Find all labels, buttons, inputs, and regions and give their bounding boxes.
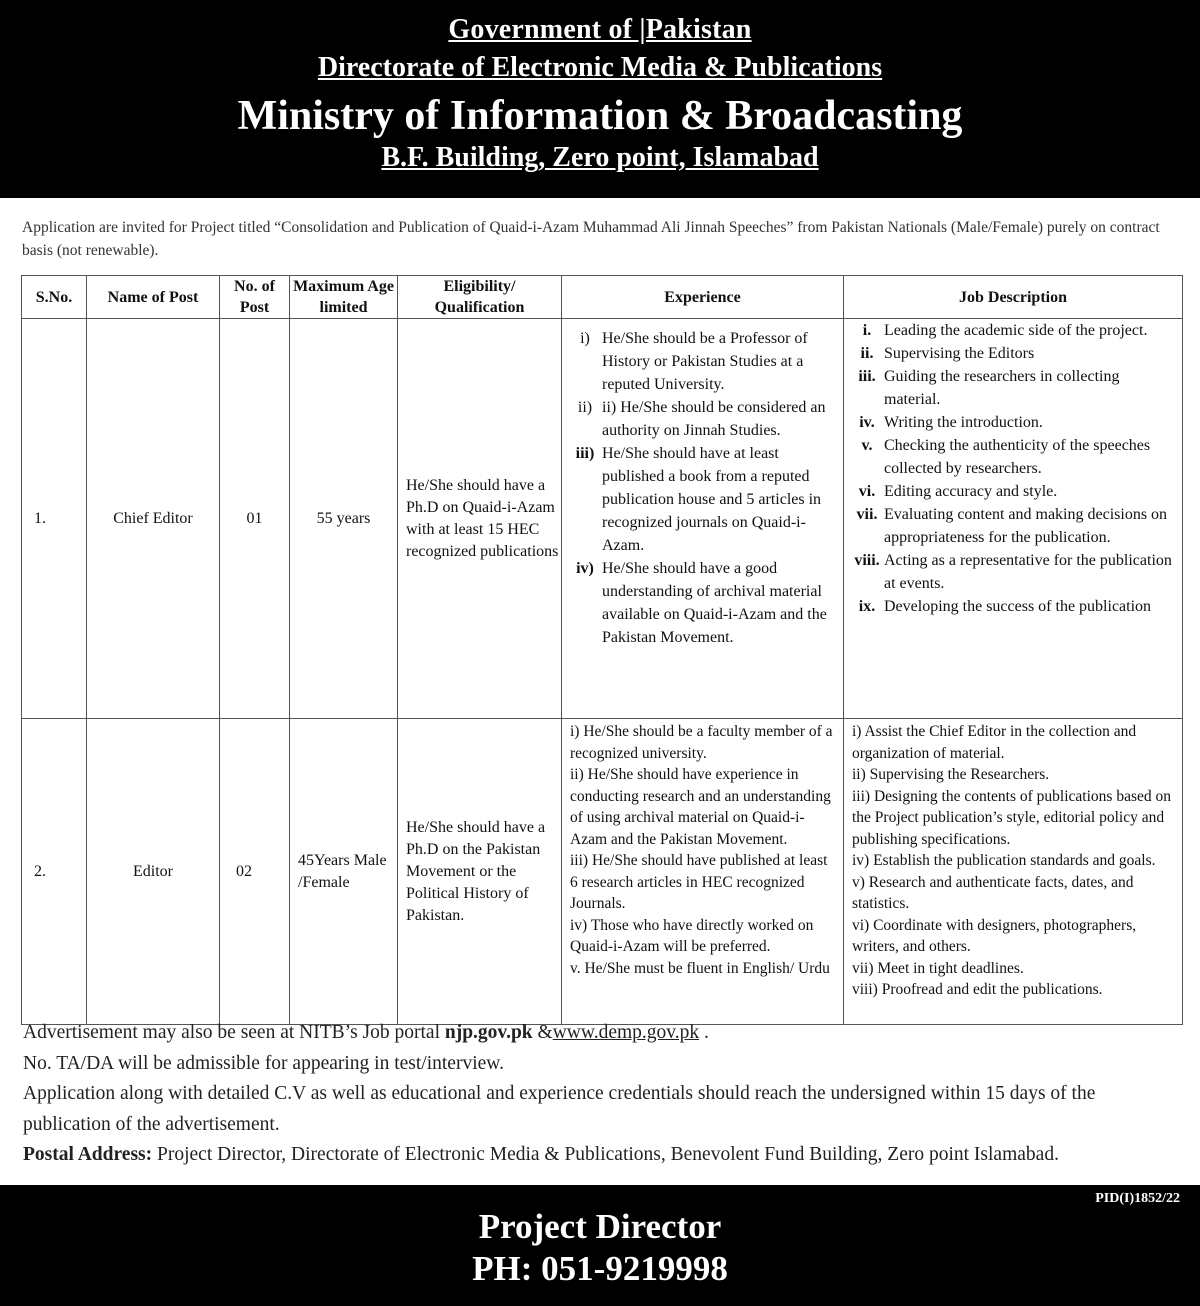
cell-eligibility: He/She should have a Ph.D on Quaid-i-Azam with at least 15 HEC recognized publications xyxy=(398,319,562,719)
advertisement-body xyxy=(0,198,1200,1185)
cell-sno: 1. xyxy=(22,319,87,719)
list-item: ii) ii) He/She should be considered an authority on Jinnah Studies. xyxy=(577,399,826,439)
list-item: viii. Acting as a representative for the publication at events. xyxy=(854,552,1172,592)
header-max-age: Maximum Age limited xyxy=(290,276,398,319)
postal-label: Postal Address: xyxy=(23,1144,153,1165)
footer-phone: PH: 051-9219998 xyxy=(472,1249,728,1288)
list-item: vi) Coordinate with designers, photographers, writers, and others. xyxy=(852,916,1137,955)
list-item: iv) Those who have directly worked on Quaid-i-Azam will be preferred. xyxy=(570,916,814,955)
cell-experience xyxy=(562,319,844,719)
cell-experience xyxy=(562,719,844,1025)
list-item: i. Leading the academic side of the project. xyxy=(862,322,1148,339)
cell-eligibility: He/She should have a Ph.D on the Pakistan Movement or the Political History of Pakistan. xyxy=(398,719,562,1025)
header-job-description: Job Description xyxy=(844,276,1183,319)
footer-banner xyxy=(0,1185,1200,1306)
list-item: iv. Writing the introduction. xyxy=(859,414,1043,431)
tada-note: No. TA/DA will be admissible for appearing in test/interview. xyxy=(23,1052,504,1074)
header-post-name: Name of Post xyxy=(87,276,220,319)
cell-post-name: Editor xyxy=(87,719,220,1025)
list-item: i) He/She should be a Professor of History or Pakistan Studies at a reputed University. xyxy=(580,330,808,393)
list-item: iii) He/She should have at least published a book from a reputed publication house and 5 articles in recognized journals on Quaid-i-Azam. xyxy=(575,445,822,554)
ministry-title: Ministry of Information & Broadcasting xyxy=(237,93,963,139)
pid-code: PID(I)1852/22 xyxy=(1095,1191,1180,1206)
jobs-table xyxy=(21,275,1183,1025)
list-item: v. He/She must be fluent in English/ Urdu xyxy=(570,959,830,977)
list-item: i) Assist the Chief Editor in the collection and organization of material. xyxy=(852,723,1137,762)
postal-address: Postal Address: Project Director, Directorate of Electronic Media & Publications, Benevolent Fund Building, Zero point Islamabad. xyxy=(23,1144,1059,1165)
address-title: B.F. Building, Zero point, Islamabad xyxy=(381,142,819,173)
list-item: iii. Guiding the researchers in collecting material. xyxy=(858,368,1120,408)
list-item: vii. Evaluating content and making decisions on appropriateness for the publication. xyxy=(856,506,1168,546)
table-header-row xyxy=(22,276,1183,319)
website-link[interactable]: www.demp.gov.pk xyxy=(552,1022,700,1043)
list-item: iv) He/She should have a good understanding of archival material available on Quaid-i-Azam and the Pakistan Movement. xyxy=(576,560,827,646)
cell-max-age: 55 years xyxy=(290,319,398,719)
list-item: iv) Establish the publication standards and goals. xyxy=(852,852,1156,869)
list-item: iii) Designing the contents of publications based on the Project publication’s style, editorial policy and publishing specifications. xyxy=(852,787,1171,848)
header-banner xyxy=(0,0,1200,198)
list-item: v. Checking the authenticity of the speeches collected by researchers. xyxy=(861,437,1151,477)
cell-job-description xyxy=(844,719,1183,1025)
list-item: viii) Proofread and edit the publications. xyxy=(852,981,1103,998)
notes-section xyxy=(23,1018,1183,1171)
list-item: ii) Supervising the Researchers. xyxy=(852,766,1050,783)
header-post-count: No. of Post xyxy=(220,276,290,319)
cv-note: Application along with detailed C.V as well as educational and experience credentials should reach the undersigned within 15 days of the publication of the advertisement. xyxy=(23,1083,1096,1135)
list-item: ix. Developing the success of the publication xyxy=(858,598,1152,615)
table-row xyxy=(22,319,1183,719)
footer-title: Project Director xyxy=(478,1207,722,1246)
intro-text: Application are invited for Project titled “Consolidation and Publication of Quaid-i-Azam Muhammad Ali Jinnah Speeches” from Pakistan Nationals (Male/Female) purely on contract basis (not renewable). xyxy=(22,219,1160,259)
list-item: vii) Meet in tight deadlines. xyxy=(852,959,1024,977)
government-title: Government of |Pakistan xyxy=(448,14,752,45)
header-experience: Experience xyxy=(562,276,844,319)
cell-post-count: 02 xyxy=(220,719,290,1025)
cell-post-name: Chief Editor xyxy=(87,319,220,719)
cell-max-age: 45Years Male /Female xyxy=(290,719,398,1025)
directorate-title: Directorate of Electronic Media & Publications xyxy=(317,52,883,83)
list-item: ii. Supervising the Editors xyxy=(860,345,1035,362)
list-item: v) Research and authenticate facts, dates, and statistics. xyxy=(852,873,1134,912)
cell-job-description xyxy=(844,319,1183,719)
advertisement-note: Advertisement may also be seen at NITB’s Job portal njp.gov.pk &www.demp.gov.pk . xyxy=(23,1022,709,1043)
cell-sno: 2. xyxy=(22,719,87,1025)
portal-link[interactable]: njp.gov.pk xyxy=(444,1022,533,1043)
list-item: i) He/She should be a faculty member of a recognized university. xyxy=(570,723,833,762)
list-item: iii) He/She should have published at least 6 research articles in HEC recognized Journals. xyxy=(570,852,828,912)
header-sno: S.No. xyxy=(22,276,87,319)
list-item: vi. Editing accuracy and style. xyxy=(858,483,1058,500)
list-item: ii) He/She should have experience in conducting research and an understanding of using archival material on Quaid-i-Azam and the Pakistan Movement. xyxy=(570,766,831,848)
header-eligibility: Eligibility/ Qualification xyxy=(398,276,562,319)
table-row xyxy=(22,719,1183,1025)
cell-post-count: 01 xyxy=(220,319,290,719)
